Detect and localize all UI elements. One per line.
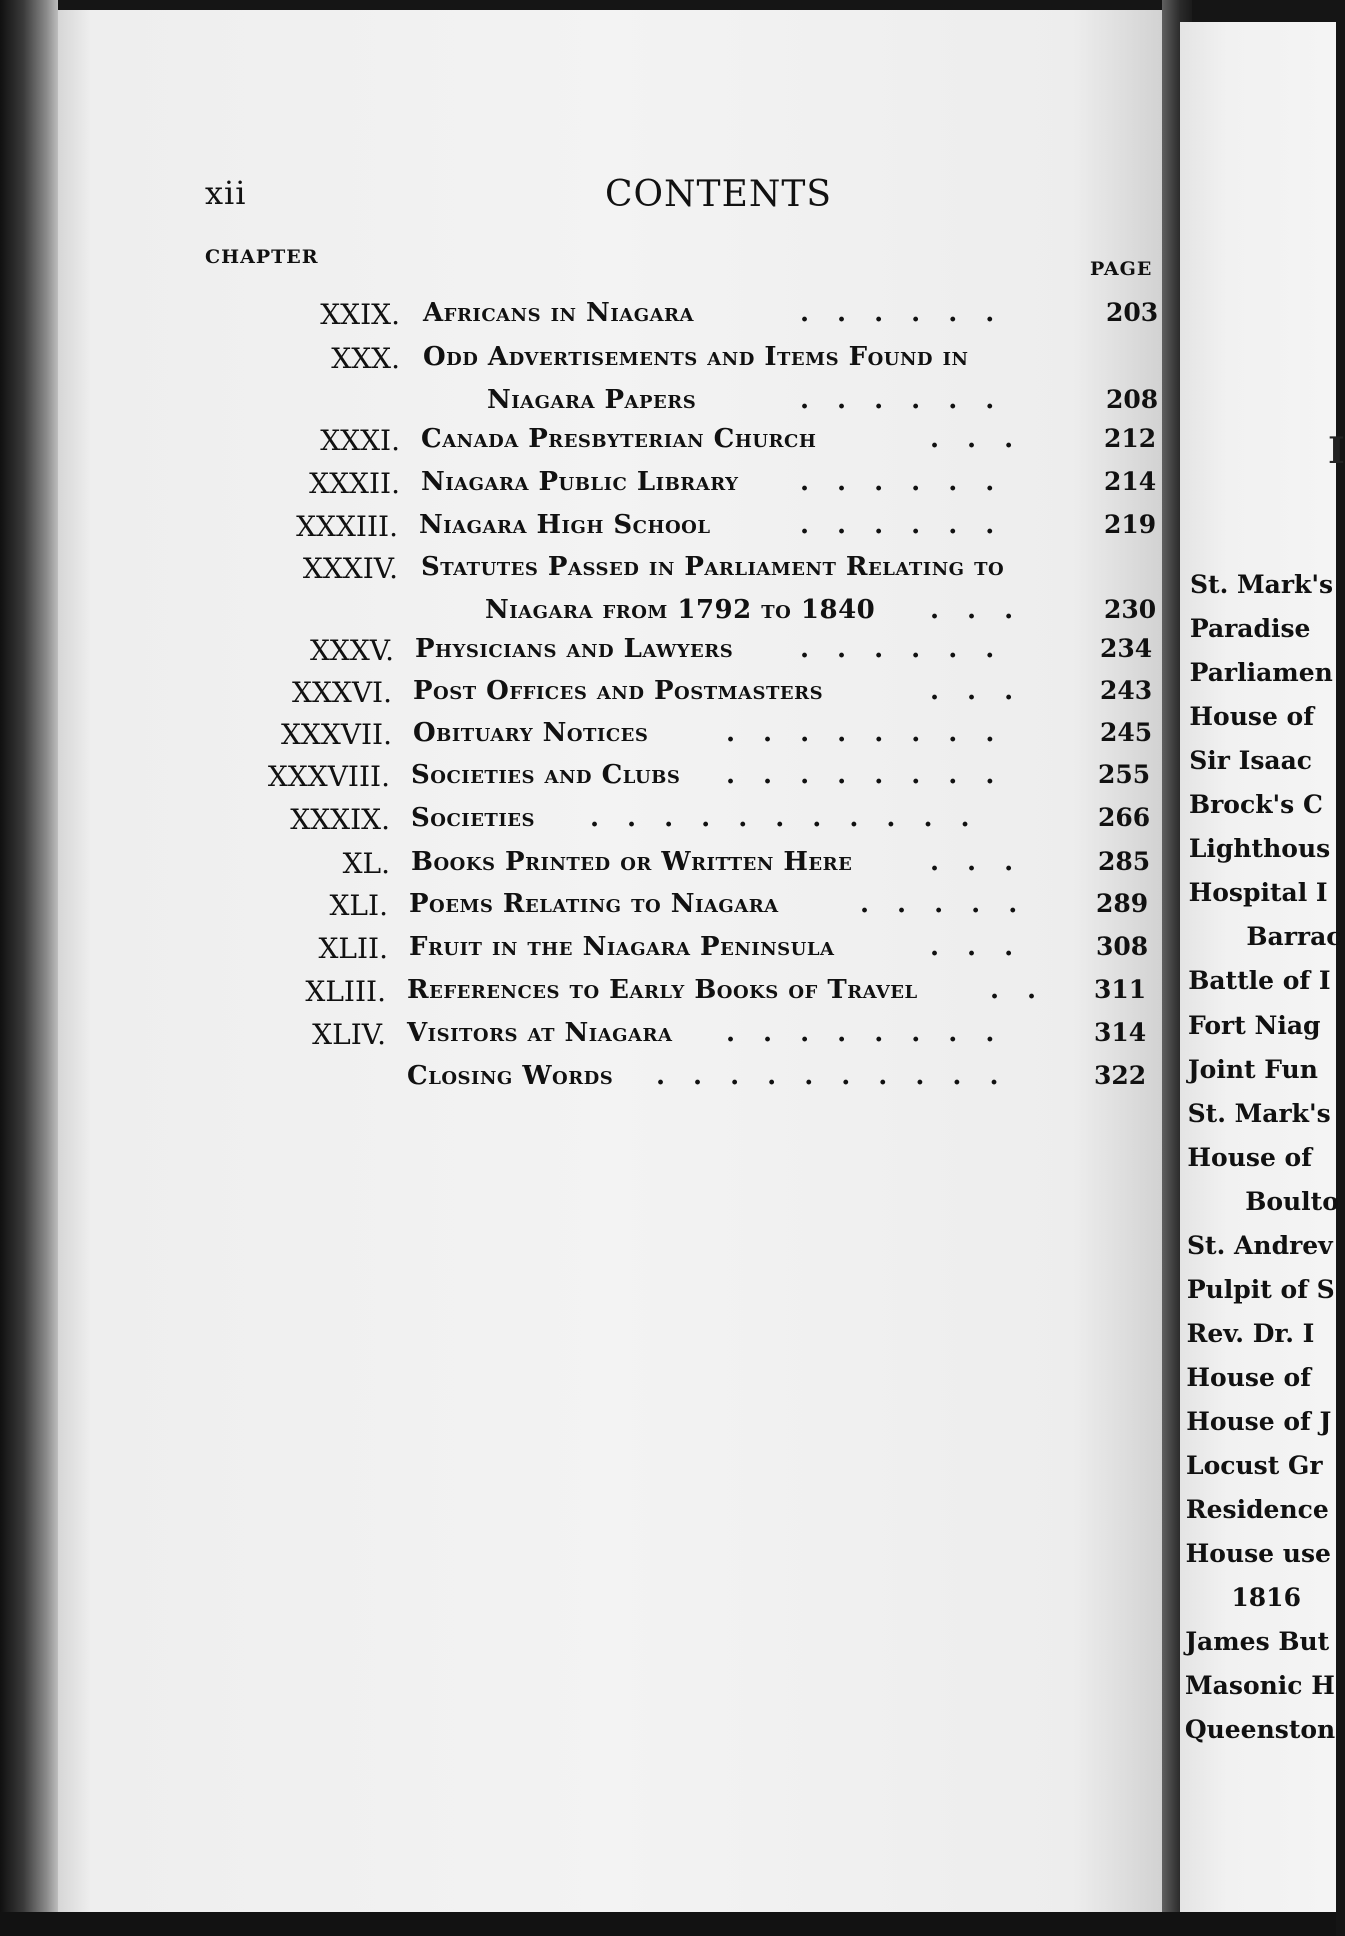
toc-row [0,889,1162,929]
page-reference: 322 [1094,1061,1147,1090]
toc-row [0,467,1162,507]
list-of-illustrations-entry: 1816 [1231,1583,1301,1613]
chapter-title: Fruit in the Niagara Peninsula [409,932,835,962]
list-of-illustrations-entry: Brock's C [1189,790,1323,820]
list-of-illustrations-entry: Masonic H [1185,1671,1335,1701]
page-reference: 245 [1100,718,1153,747]
chapter-title: Odd Advertisements and Items Found in [423,342,969,372]
list-of-illustrations-entry: Hospital I [1188,878,1328,908]
leader-dots: ... [930,932,1042,962]
page-reference: 234 [1100,634,1153,663]
leader-dots: ........ [726,718,1023,748]
chapter-number: XXXVIII. [267,760,390,793]
page-reference: 208 [1106,385,1159,414]
chapter-column-label: CHAPTER [205,246,319,268]
chapter-number: XXXV. [309,634,394,667]
leader-dots: ...... [800,634,1023,664]
page-reference: 214 [1104,467,1157,496]
toc-row [0,760,1162,800]
leader-dots: .. [990,975,1065,1005]
page-reference: 243 [1100,676,1153,705]
leader-dots: ... [930,847,1042,877]
chapter-number: XXXVI. [292,676,392,709]
chapter-number: XXIX. [320,298,400,331]
list-of-illustrations-entry: St. Mark's [1190,570,1334,599]
page-reference: 314 [1094,1018,1147,1047]
toc-row [0,1018,1162,1058]
chapter-number: XXXIV. [302,552,398,585]
page-reference: 255 [1098,760,1151,789]
chapter-title: Canada Presbyterian Church [421,424,817,454]
list-of-illustrations-entry: Fort Niag [1188,1010,1321,1040]
chapter-number: XXXIX. [290,803,390,836]
toc-row [0,634,1162,674]
chapter-number: XXXIII. [296,510,398,543]
toc-row [0,552,1162,625]
toc-row [0,932,1162,972]
toc-row [0,718,1162,758]
chapter-title: Obituary Notices [413,718,649,748]
chapter-title: Statutes Passed in Parliament Relating to [421,552,1005,582]
toc-row [0,975,1162,1015]
chapter-title: Visitors at Niagara [407,1018,673,1048]
list-of-illustrations-entry: Rev. Dr. I [1186,1318,1315,1348]
list-of-illustrations-entry: Sir Isaac [1189,746,1313,776]
page-reference: 311 [1094,975,1147,1004]
leader-dots: ........ [726,1018,1023,1048]
chapter-title: Niagara Public Library [421,467,739,497]
list-of-illustrations-entry: Joint Fun [1187,1054,1318,1084]
chapter-title: References to Early Books of Travel [407,975,918,1005]
page-reference: 266 [1098,803,1151,832]
list-of-illustrations-entry: Battle of I [1188,966,1331,996]
chapter-title: Societies and Clubs [411,760,681,790]
list-of-illustrations-entry: Lighthous [1188,834,1331,864]
page-reference: 285 [1098,847,1151,876]
leader-dots: ... [930,424,1042,454]
chapter-number: XLI. [329,889,388,922]
chapter-title: Poems Relating to Niagara [409,889,779,919]
list-of-illustrations-entry: House use [1185,1539,1331,1569]
chapter-number: XXX. [331,342,400,375]
scan-bottom-edge [0,1912,1336,1936]
page-reference: 203 [1106,298,1159,327]
chapter-number: XXXII. [309,467,400,500]
toc-row [0,510,1162,550]
chapter-title: Books Printed or Written Here [411,847,853,877]
toc-row [0,676,1162,716]
chapter-title: Post Offices and Postmasters [413,676,824,706]
list-of-illustrations-entry: Residence [1185,1495,1329,1525]
page-reference: 219 [1104,510,1157,539]
chapter-number: XLIV. [312,1018,386,1051]
list-of-illustrations-entry: Pulpit of S [1186,1274,1335,1304]
leader-dots: ...... [800,385,1023,415]
right-page [1180,22,1345,1912]
list-of-illustrations-entry: Paradise [1189,614,1311,644]
page-reference: 230 [1104,595,1157,624]
leader-dots: ........ [726,760,1023,790]
chapter-title: Closing Words [407,1061,614,1091]
list-of-illustrations-entry: House of J [1186,1406,1332,1436]
list-of-illustrations-entry: Boulto [1245,1186,1339,1216]
leader-dots: ...... [800,510,1023,540]
chapter-title: Physicians and Lawyers [415,634,734,664]
list-of-illustrations-entry: James But [1185,1627,1330,1657]
chapter-title: Societies [411,803,535,833]
leader-dots: ........... [590,803,998,833]
chapter-title-continued: Niagara from 1792 to 1840 [485,595,876,625]
chapter-title-continued: Niagara Papers [487,385,697,415]
chapter-number: XLII. [318,932,388,965]
toc-row [0,298,1162,338]
list-of-illustrations-entry: Queenston [1184,1715,1336,1745]
leader-dots: ...... [800,298,1023,328]
page-reference: 289 [1096,889,1149,918]
toc-row [0,847,1162,887]
list-of-illustrations-entry: Barrac [1246,922,1342,952]
leader-dots: ...... [800,467,1023,497]
page-reference: 308 [1096,932,1149,961]
leader-dots: .......... [656,1061,1027,1091]
list-of-illustrations-entry: Parliamen [1189,658,1333,688]
page-column-label: PAGE [1090,258,1153,280]
toc-row [0,803,1162,843]
page-number: xii [205,174,247,212]
page-reference: 212 [1104,424,1157,453]
leader-dots: ... [930,676,1042,706]
chapter-number: XXXI. [320,424,400,457]
chapter-number: XXXVII. [280,718,392,751]
list-of-illustrations-entry: Locust Gr [1186,1451,1323,1480]
chapter-number: XL. [342,847,390,880]
toc-row [0,1061,1162,1101]
list-of-illustrations-entry: St. Mark's [1187,1098,1331,1128]
list-of-illustrations-entry: House of [1187,1142,1312,1172]
chapter-number: XLIII. [305,975,386,1008]
page-title: CONTENTS [605,174,833,215]
right-page-initial: I [1328,430,1345,472]
list-of-illustrations-entry: House of [1186,1362,1311,1392]
chapter-title: Niagara High School [419,510,711,540]
list-of-illustrations-entry: House of [1189,702,1314,732]
list-of-illustrations-entry: St. Andrev [1187,1230,1333,1260]
toc-row [0,342,1162,415]
chapter-title: Africans in Niagara [423,298,694,328]
leader-dots: ..... [860,889,1046,919]
leader-dots: ... [930,595,1042,625]
toc-row [0,424,1162,464]
